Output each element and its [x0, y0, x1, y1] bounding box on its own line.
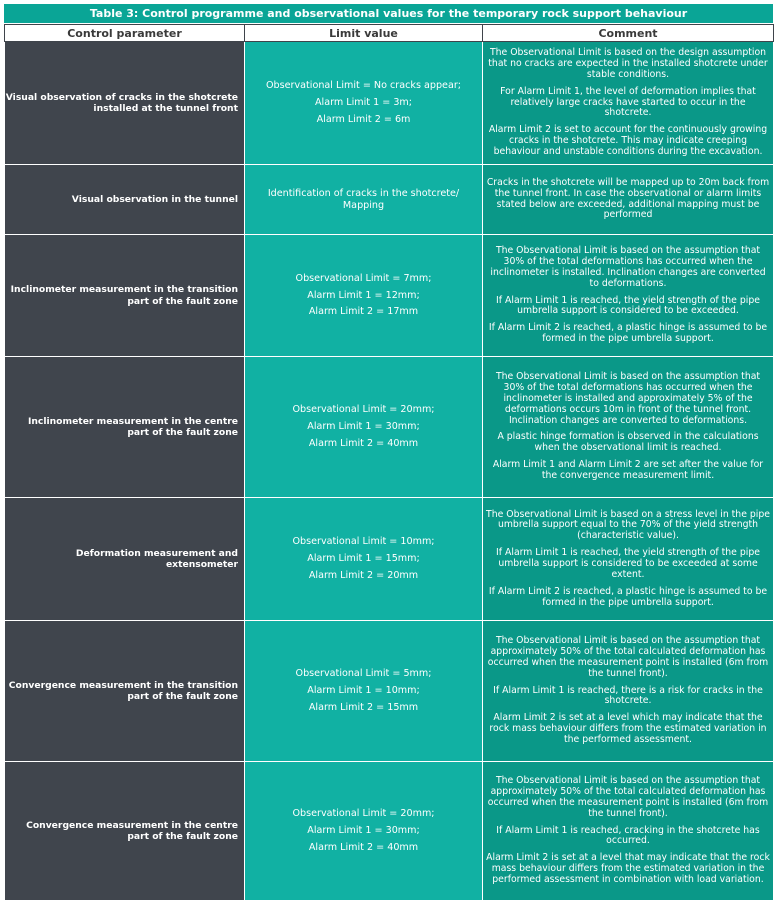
table-row [5, 42, 774, 165]
comment-paragraph: If Alarm Limit 2 is reached, a plastic hinge is assumed to be formed in the pipe umbrella support. [488, 585, 768, 608]
param-cell: Visual observation of cracks in the shotcrete installed at the tunnel front [5, 42, 245, 165]
comment-paragraph: The Observational Limit is based on the assumption that 30% of the total deformations has occurred when the inclinometer is installed. Inclination changes are converted to deformations. [490, 245, 766, 289]
header-control-parameter: Control parameter [5, 25, 245, 42]
comment-cell [483, 357, 774, 498]
comment-paragraph: Alarm Limit 2 is set at a level which may indicate that the rock mass behaviour differs from the estimated variation in the performed assessment. [489, 712, 767, 746]
table-row [5, 498, 774, 621]
limit-line: Alarm Limit 2 = 6m [316, 113, 411, 125]
table-row [5, 165, 774, 235]
limit-line: Alarm Limit 2 = 40mm [308, 841, 419, 853]
comment-cell [483, 498, 774, 621]
limit-line: Alarm Limit 2 = 20mm [308, 569, 419, 581]
table-row [5, 235, 774, 357]
limit-line: Alarm Limit 1 = 30mm; [307, 421, 420, 432]
table-row [5, 762, 774, 901]
limit-line: Observational Limit = 5mm; [295, 668, 432, 680]
comment-cell [483, 165, 774, 235]
comment-cell [483, 235, 774, 357]
param-cell: Convergence measurement in the transition part of the fault zone [5, 621, 245, 762]
comment-paragraph: The Observational Limit is based on the assumption that 30% of the total deformations has occurred when the inclinometer is installed and approximately 5% of the deformations occurs 10m in front of the tunnel front. Inclination changes are converted to deformations. [495, 371, 761, 426]
limit-line: Observational Limit = 20mm; [292, 808, 435, 820]
limit-line: Alarm Limit 1 = 10mm; [307, 685, 420, 696]
comment-paragraph: A plastic hinge formation is observed in the calculations when the observational limit is reached. [497, 431, 759, 454]
table-row [5, 621, 774, 762]
comment-paragraph: The Observational Limit is based on the assumption that approximately 50% of the total calculated deformation has occurred when the measurement point is installed (6m from the tunnel front). [487, 635, 769, 679]
comment-paragraph: If Alarm Limit 2 is reached, a plastic hinge is assumed to be formed in the pipe umbrella support. [488, 322, 768, 345]
limit-line: Alarm Limit 2 = 40mm [308, 437, 419, 449]
comment-paragraph: If Alarm Limit 1 is reached, there is a risk for cracks in the shotcrete. [493, 684, 763, 707]
header-row [5, 25, 774, 42]
limit-line: Alarm Limit 2 = 15mm [308, 701, 419, 713]
limit-line: Alarm Limit 1 = 30mm; [307, 825, 420, 836]
param-cell: Inclinometer measurement in the centre part of the fault zone [5, 357, 245, 498]
comment-paragraph: Alarm Limit 2 is set to account for the continuously growing cracks in the shotcrete. This may indicate creeping behaviour and unstable conditions during the excavation. [488, 124, 768, 158]
comment-paragraph: Alarm Limit 2 is set at a level that may indicate that the rock mass behaviour differs from the estimated variation in the performed assessment in combination with load variation. [486, 852, 770, 886]
limit-line: Observational Limit = 7mm; [295, 272, 432, 284]
comment-cell [483, 42, 774, 165]
limit-cell [245, 762, 483, 901]
comment-paragraph: If Alarm Limit 1 is reached, the yield strength of the pipe umbrella support is considered to be exceeded at some extent. [496, 547, 760, 580]
limit-line: Observational Limit = 20mm; [292, 404, 435, 416]
data-table [4, 24, 774, 901]
param-cell: Convergence measurement in the centre part of the fault zone [5, 762, 245, 901]
comment-paragraph: If Alarm Limit 1 is reached, cracking in the shotcrete has occurred. [496, 824, 760, 847]
comment-cell [483, 621, 774, 762]
control-programme-table [4, 4, 773, 901]
param-cell: Deformation measurement and extensometer [5, 498, 245, 621]
comment-paragraph: Cracks in the shotcrete will be mapped up to 20m back from the tunnel front. In case the observational or alarm limits stated below are exceeded, additional mapping must be performed [486, 176, 770, 221]
limit-line: Observational Limit = 10mm; [292, 536, 435, 548]
limit-line: Alarm Limit 1 = 15mm; [307, 553, 420, 564]
limit-cell [245, 621, 483, 762]
comment-paragraph: The Observational Limit is based on the assumption that approximately 50% of the total calculated deformation has occurred when the measurement point is installed (6m from the tunnel front). [487, 775, 769, 819]
limit-cell [245, 357, 483, 498]
header-limit-value: Limit value [245, 25, 483, 42]
table-row [5, 357, 774, 498]
table-title: Table 3: Control programme and observational values for the temporary rock support behaviour [4, 4, 773, 24]
param-cell: Visual observation in the tunnel [5, 165, 245, 235]
comment-paragraph: The Observational Limit is based on the design assumption that no cracks are expected in the installed shotcrete under stable conditions. [488, 47, 768, 80]
comment-paragraph: If Alarm Limit 1 is reached, the yield strength of the pipe umbrella support is considered to be exceeded. [496, 294, 760, 317]
limit-line: Identification of cracks in the shotcrete/ Mapping [267, 187, 460, 211]
param-cell: Inclinometer measurement in the transition part of the fault zone [5, 235, 245, 357]
comment-paragraph: The Observational Limit is based on a stress level in the pipe umbrella support equal to the 70% of the yield strength (characteristic value). [486, 508, 770, 542]
header-comment: Comment [483, 25, 774, 42]
comment-paragraph: Alarm Limit 1 and Alarm Limit 2 are set after the value for the convergence measurement limit. [492, 459, 764, 482]
limit-cell [245, 42, 483, 165]
limit-line: Alarm Limit 1 = 12mm; [307, 289, 420, 301]
limit-cell [245, 235, 483, 357]
comment-paragraph: For Alarm Limit 1, the level of deformation implies that relatively large cracks have started to occur in the shotcrete. [500, 85, 756, 119]
comment-cell [483, 762, 774, 901]
limit-line: Observational Limit = No cracks appear; [265, 80, 462, 92]
limit-line: Alarm Limit 1 = 3m; [314, 97, 413, 108]
limit-line: Alarm Limit 2 = 17mm [308, 306, 419, 318]
limit-cell [245, 165, 483, 235]
limit-cell [245, 498, 483, 621]
